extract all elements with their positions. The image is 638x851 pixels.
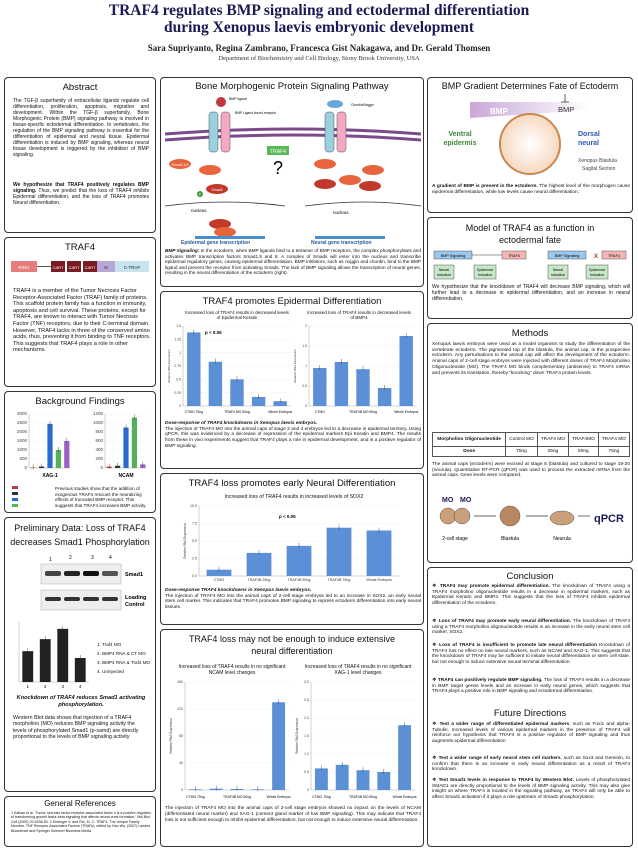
neural-caption-bold: Dose-response TRAF4 knockdowns in Xenopus laevis embryos.: [165, 588, 312, 593]
model-heading-2: ectodermal fate: [498, 235, 562, 245]
tick-label: 1500: [16, 438, 27, 444]
abstract-heading: Abstract: [62, 82, 98, 93]
table-cell: 75ng: [598, 447, 629, 457]
tick-label: 160: [177, 680, 183, 685]
tick-label: 2.5: [304, 698, 309, 703]
x-tick-label: CTMO 75ng: [184, 410, 204, 414]
neural-label: neural: [578, 140, 600, 147]
title-line-1: TRAF4 regulates BMP signaling and ectodermal differentiation: [108, 2, 530, 19]
gradient-heading: BMP Gradient Determines Fate of Ectoderm: [441, 81, 619, 91]
abstract-body: The TGF-β superfamily of extracellular ligands regulate cell differentiation, proliferation, apoptosis, migration and development. Within the TGF-β superfamily, Bone Morphogenic Protein (BMP) signaling pathway is involved in tissue-specific ectodermal differentiation. In vertebrates, the regulation of the BMP signaling pathway is essential for the differentiation of epidermal and neural tissue. Epidermal differentiation is induced by BMP signaling, whereas neural tissue development is triggered by the inhibition of BMP signaling.: [13, 98, 149, 158]
receptor-label: BMP Ligand bound receptor: [235, 111, 276, 115]
bar: [313, 368, 326, 406]
future-item-3-text: Levels of phosphorylated SMAD1 are directly proportional to the levels of BMP signaling activity. This may also give insight on where TRAF4 is located in the signaling pathway, as TRAF4 will only be able to affect Smad1 activation if it plays a role upstream of Smad1 phosphorylation.: [432, 778, 630, 800]
dose-table-header: [433, 433, 630, 447]
tick-label: 1000: [16, 447, 27, 453]
references-body: 1 Kalkan et al. 'Tumor necrosis factor-receptor-associated factor 4 is a positive regulator of transforming growth factor-beta signaling that affects neural crest formation.' Mol Biol Cell (2009) 20:3436-50. 2 Kedinger V, and Rio, M. C. TRAF4, The Unique Family Member. TNF Receptor Associated Factors (TRAFs), edited by Hao Wu, (2007) Landes Bioscience and Springer Science+Business Media: [11, 811, 151, 833]
domain-label-cart3: CART: [84, 265, 96, 270]
future-item-1-text: , such as Foxi1 and alpha-Tubulin. Increased levels of various epidermal markers in the presence of TRAF4 will reinforce our hypothesis that TRAF4 is a positive regulator of BMP signaling and thus augments epidermal differentiation: [432, 722, 631, 744]
x-tick-label: Whole Embryos: [366, 578, 392, 582]
model-panel: [427, 217, 633, 319]
prelim-legend: [97, 640, 156, 676]
background-panel: [4, 391, 156, 513]
western-blot: [11, 552, 153, 618]
x-tick-label: TRAF4B 75ng: [327, 578, 351, 582]
tick-label: 0.5: [302, 384, 307, 389]
future-heading: Future Directions: [493, 708, 567, 719]
tick-label: 5.0: [192, 539, 197, 544]
methods-body-1: Xenopus laevis embryos were used as a model organism to study the differentiation of the vertebrate ectoderm. The pigmented top of the blastula, the animal cap, is the prospective ectoderm. Any perturbations to the animal cap will affect the development of the ectoderm. Animal caps of 2-cell stage embryos were injected with different doses of TRAF4 Morpholino Oligonucleotide (MO). The TRAF4 MO binds complementary (antisense) to TRAF4 mRNA and prevents its translation, thereby "knocking" down TRAF4 protein levels.: [432, 342, 630, 376]
mo-label-2: MO: [460, 497, 472, 504]
future-item-3-bold: Test Smad1 levels in response to TRAF4 by Western Blot.: [438, 778, 574, 783]
pvalue-label: p < 0.05: [279, 514, 296, 519]
references-panel: [4, 796, 156, 847]
tick-label: 0.5: [304, 770, 309, 775]
chordin-label: Chordin/Noggin: [351, 103, 374, 107]
authors: Sara Supriyanto, Regina Zambrano, Francesca Gist Nakagawa, and Dr. Gerald Thomsen: [147, 43, 491, 53]
bar: [327, 528, 352, 576]
legend-item-2: 2. BMP4 RNA & CT MO: [97, 651, 146, 656]
bar: [378, 388, 391, 406]
qpcr-label: qPCR: [594, 513, 624, 525]
xag1-axis-label: XAG-1: [42, 473, 58, 479]
x-tick-label: TRAF4 MO 50ng: [224, 410, 250, 414]
bmp-low-label: BMP: [558, 105, 575, 114]
domain-label-ring: RING: [18, 265, 30, 270]
background-body: Previous studies show that the addition of exogenous TRAF4 rescues the neuralizing effects of truncated BMP receptor. This suggests that TRAF4 increases BMP activity.: [55, 486, 147, 508]
tick-label: 2: [305, 324, 307, 329]
x-tick-label: TRAF4B MO 50ng: [223, 795, 251, 799]
pathway-panel: [160, 77, 424, 287]
table-cell: TRAF4MO: [568, 433, 598, 447]
y-axis-label: Relative RNA Expression: [293, 349, 297, 383]
bar: [64, 441, 69, 468]
bar: [75, 658, 86, 682]
blot-band: [64, 571, 80, 576]
gradient-caption-text: The highest level of the morphogen cause epidermal differentiation, while low levels cause neural differentiation.: [432, 184, 630, 195]
phospho-label: P: [198, 192, 202, 197]
model-neural2: Neural: [552, 268, 564, 272]
bar: [40, 639, 51, 682]
stage-label-3: Neurula: [553, 536, 571, 542]
loading-label: Loading: [125, 595, 147, 601]
model-induction3: Induction: [550, 273, 566, 277]
tick-label: 0.0: [192, 574, 197, 579]
neural-caption-text: The injection of TRAF4 MO into the animal caps of 2-cell stage embryos led to an increase in SOX2, an early neural stem cell marker. This indicates that TRAF4 promotes BMP signaling to repress ectoderm differentiation into early neural tissues.: [165, 593, 421, 611]
model-diagram: [432, 249, 630, 281]
tick-label: 600: [95, 438, 103, 444]
model-epi2: Epidermal: [589, 268, 605, 272]
x-tick-label: CTMO: [314, 410, 325, 414]
lane-label-1: 1: [49, 557, 52, 563]
bar: [230, 379, 243, 406]
prelim-heading-2: decreases Smad1 Phosphorylation: [10, 537, 150, 547]
bar: [315, 768, 328, 790]
x-tick-label: Whole Embryos: [394, 410, 419, 414]
traf4-node-label: TRAF4: [270, 149, 286, 155]
insufficient-panel: [160, 629, 424, 847]
abstract-hypothesis: [13, 182, 149, 206]
epidermis-label: epidermis: [443, 140, 477, 147]
hypothesis-rest: Thus, we predict that the loss of TRAF4 inhibits Epidermal differentiation, and the loss of TRAF4 promotes Neural differentiation.: [13, 188, 149, 206]
prelim-body: Western Blot data shows that injection of a TRAF4 morpholino (MO) reduces BMP signaling activity the levels of phosphorylated Smad1 (p-samd) are directly proportional to the levels of BMP signaling activity: [13, 715, 139, 741]
tick-label: 80: [179, 734, 183, 739]
bar: [336, 765, 349, 790]
tick-label: 1.0: [304, 752, 309, 757]
bar: [287, 546, 312, 576]
nucleus-label-left: nucleus: [191, 208, 207, 213]
tick-label: 0: [307, 788, 309, 793]
stage-label-1: 2-cell stage: [442, 536, 468, 542]
background-legend: [11, 484, 31, 510]
conclusion-panel: [427, 567, 633, 847]
stage-label-2: Blastula: [501, 536, 519, 542]
conclusion-item-4-bold: TRAF4 can positively regulate BMP signaling.: [437, 678, 543, 683]
gradient-caption: [432, 184, 630, 196]
bar: [247, 553, 272, 576]
insufficient-caption: The injection of TRAF4 MO into the animal caps of 2-cell stage embryos showed no impact on the levels of NCAM (differentiated neural marker) and XAG-1 (cement gland marker of low BMP signaling). This may indicate that TRAF4 loss is not sufficient enough to inhibit epidermal differentiation, but not enough to induce extensive neural differentiation.: [165, 806, 421, 823]
future-item-2-text: , such as Sox3 and Geminin, to confirm that there is an increase in early neural differentiation as a result of TRAF4 knockdown.: [432, 756, 630, 773]
bar-index-label: 1: [26, 684, 30, 689]
table-cell: Morpholino Oligonucleotide: [433, 433, 506, 447]
tick-label: 800: [95, 429, 103, 435]
legend-item-1: 1. Traf4 MO: [97, 642, 122, 647]
traf4-panel: [4, 237, 156, 387]
table-cell: TRAF4 MO: [537, 433, 568, 447]
tick-label: 0: [305, 404, 307, 409]
tick-label: 1200: [92, 411, 103, 417]
epi-left-title: Increased loss of TRAF4 results in decreased levels of Epidermal Keratin: [185, 310, 289, 321]
gradient-caption-bold: A gradient of BMP is present in the ectoderm.: [432, 184, 538, 189]
ncam-axis-label: NCAM: [118, 473, 134, 479]
bar-index-label: 2: [43, 684, 47, 689]
neural-heading: TRAF4 loss promotes early Neural Differentiation: [188, 478, 396, 489]
conclusion-item-3: ❖ Loss of TRAF4 is insufficient to promote late neural differentiation Knockdown of TRAF4 has no effect on late neural markers, such as NCAM and XAG-1. This suggests that the knockdown of TRAF4 may be sufficient to initiate neural differentiation or stem cell state, but not enough to induce extensive neural terminal differentiation.: [432, 643, 630, 665]
traf4-heading: TRAF4: [64, 242, 96, 253]
tick-label: 1: [305, 364, 307, 369]
bar-index-label: 4: [78, 684, 82, 689]
ins-right-title: Increased loss of TRAF4 results in no significant XAG-1 level changes: [304, 664, 412, 676]
bar: [398, 725, 411, 790]
epi-right-title: Increased loss of TRAF4 results in decreased levels of BMP4: [307, 310, 411, 321]
background-charts: [9, 410, 153, 482]
dorsal-label: Dorsal: [578, 131, 600, 138]
lane-label-3: 3: [91, 555, 94, 561]
epidermal-heading: TRAF4 promotes Epidermal Differentiation: [202, 296, 382, 307]
table-cell: 50ng: [568, 447, 598, 457]
epidermal-transcription-label: Epidermal gene transcription: [181, 240, 251, 246]
section-label: Sagital Section: [582, 166, 616, 172]
lane-label-2: 2: [69, 555, 72, 561]
mo-label-1: MO: [442, 497, 454, 504]
tick-label: 3000: [16, 411, 27, 417]
tick-label: 0.25: [174, 390, 181, 395]
x-tick-label: TRAF4B 50ng: [287, 578, 311, 582]
bar: [400, 336, 413, 406]
conclusion-item-4-text: The loss of TRAF4 results in a decrease in BMP target genes levels and an increase in early neural genes, which suggests that TRAF4 plays a positive role in BMP signaling and ectodermal differentiation.: [432, 678, 631, 695]
tick-label: 1.5: [302, 344, 307, 349]
tick-label: 1000: [92, 420, 103, 426]
tick-label: 0: [100, 465, 103, 471]
tick-label: 1.5: [304, 734, 309, 739]
pathway-caption-bold: BMP Signaling:: [165, 248, 200, 253]
bar: [123, 428, 128, 469]
conclusion-item-3-bold: Loss of TRAF4 is insufficient to promote late neural differentiation: [439, 643, 598, 648]
tick-label: 3.0: [304, 680, 309, 685]
conclusion-item-4: ❖ TRAF4 can positively regulate BMP signaling. The loss of TRAF4 results in a decrease in BMP target genes levels and an increase in early neural genes, which suggests that TRAF4 plays a positive role in BMP signaling and ectodermal differentiation.: [432, 678, 631, 695]
neural-transcription-label: Neural gene transcription: [311, 240, 372, 246]
department: Department of Biochemistry and Cell Biology, Stony Brook University, USA: [218, 55, 420, 62]
tick-label: 0.75: [174, 364, 181, 369]
prelim-panel: [4, 517, 156, 792]
methods-panel: [427, 323, 633, 563]
y-axis-label: Relative RNA Expression: [183, 523, 187, 559]
x-tick-label: Whole Embryos: [392, 795, 417, 799]
model-induction4: Induction: [589, 273, 605, 277]
lane-label-4: 4: [109, 555, 112, 561]
x-tick-label: TRAF4B MO 50ng: [349, 410, 377, 414]
smad1-label: Smad1: [125, 572, 144, 578]
domain-label-ctraf: C-TRAF: [123, 265, 141, 270]
blot-band: [102, 571, 118, 576]
model-bmp2: BMP Signaling: [554, 254, 580, 258]
model-epi1: Epidermal: [477, 268, 493, 272]
bar-index-label: 3: [61, 684, 65, 689]
y-axis-label: Relative RNA Expression: [295, 718, 299, 754]
prelim-heading-1: Preliminary Data: Loss of TRAF4: [14, 523, 146, 533]
table-cell: 25ng: [537, 447, 568, 457]
pvalue-label: p < 0.05: [205, 330, 222, 335]
y-axis-label: Relative RNA Expression: [167, 349, 171, 383]
bar: [187, 332, 200, 406]
model-traf1: TRAF4: [507, 254, 521, 258]
insufficient-charts: [163, 678, 423, 802]
tick-label: 120: [177, 707, 183, 712]
future-item-1: ❖ Test a wider range of differentiated epidermal markers, such as Foxi1 and alpha-Tubulin. Increased levels of various epidermal markers in the presence of TRAF4 will reinforce our hypothesis that TRAF4 is a positive regulator of BMP signaling and thus augments epidermal differentiation: [432, 722, 631, 744]
bar: [272, 702, 285, 790]
tick-label: 2500: [16, 420, 27, 426]
neural-chart-title: Increased loss of TRAF4 results in increased levels of SOX2: [224, 494, 364, 500]
bar: [377, 772, 390, 790]
conclusion-item-1: ❖ TRAF4 may promote epidermal differentiation. The knockdown of TRAF4 using a TRAF4 morpholino oligonucleotide results in a decrease in epidermal markers, such as Epidermal Keratin and BMP4. This suggests that the loss of TRAF4 inhibits epidermal differentiation of the ectoderm.: [432, 584, 631, 606]
gradient-diagram: [430, 92, 632, 182]
table-cell: 75ng: [506, 447, 538, 457]
conclusion-item-2-text: The knockdown of TRAF4 using a TRAF4 morpholino oligonucleotide results in an increase in the early neural stem cell marker, SOX2.: [432, 619, 630, 636]
tick-label: 2.5: [192, 556, 197, 561]
insufficient-heading-2: neural differentiation: [251, 646, 333, 656]
references-heading: General References: [44, 799, 116, 808]
smad4-label: Smad4: [211, 188, 223, 192]
smad-label: Smad1,5,8: [171, 163, 189, 167]
domain-label-cart2: CART: [68, 265, 80, 270]
traf4-body: TRAF4 is a member of the Tumor Necrosis Factor Receptor-Associated Factor (TRAF) family of proteins. This scaffold protein family has a function in immunity, apoptosis and cell survival. These proteins, except for TRAF4, are known to interact with Tumor Necrosis Factor (TNF) receptors, due to their C-terminal domain. However, TRAF4 lacks in three of the conserved amino acids, thus, preventing it from binding to TNF receptors. This suggests that TRAF4 plays a role in other mechanisms.: [13, 288, 151, 354]
epidermal-caption-text: The injection of TRAF4 MO into the animal caps of stage 2 and 4 embryos led to a decrease in epidermal territory. Using qPCR, this was evidenced by a decrease of expression of the epidermal markers Epi Keratin and BMP4. The results from these in vivo experiments suggest that TRAF4 plays a role in epidermal development, and is a positive regulator of BMP signaling.: [165, 426, 421, 449]
legend-item-3: 3. BMP4 RNA & Traf4 MO: [97, 660, 151, 665]
x-tick-label: TRAF4B MO 50ng: [349, 795, 377, 799]
control-label: Control: [125, 602, 145, 608]
model-neural1: Neural: [438, 268, 450, 272]
poster-title: [0, 2, 638, 36]
x-tick-label: CTMO 75ng: [186, 795, 205, 799]
prelim-caption: Knockdown of TRAF4 reduces Smad1 activating phosphorylation.: [16, 695, 146, 708]
pathway-diagram: [165, 94, 421, 242]
bar: [132, 418, 137, 468]
tick-label: 1.5: [176, 324, 181, 329]
blot-band: [45, 571, 61, 576]
model-bmp1: BMP Signaling: [440, 254, 466, 258]
bar: [209, 362, 222, 406]
neural-caption: [165, 588, 421, 611]
bar: [22, 651, 33, 682]
conclusion-item-1-text: The knockdown of TRAF4 using a TRAF4 morpholino oligonucleotide results in a decrease in epidermal markers, such as Epidermal Keratin and BMP4. This suggests that the loss of TRAF4 inhibits epidermal differentiation of the ectoderm.: [432, 584, 631, 606]
x-tick-label: CTMO 75ng: [312, 795, 331, 799]
dose-table-row: [433, 447, 630, 457]
model-induction1: Induction: [436, 273, 452, 277]
gradient-panel: [427, 77, 633, 213]
hypothesis-bold: We hypothesize that TRAF4 positively regulates BMP signaling.: [13, 182, 149, 194]
blastula-label: Xenopus Blastula: [578, 158, 617, 164]
ligand-label: BMP ligand: [229, 97, 247, 101]
methods-diagram: [430, 492, 632, 558]
domain-label-cart1: CART: [52, 265, 64, 270]
epidermal-charts: [163, 322, 423, 418]
model-induction2: Induction: [477, 273, 493, 277]
neural-panel: [160, 473, 424, 625]
methods-heading: Methods: [511, 328, 549, 339]
pathway-heading: Bone Morphogenic Protein Signaling Pathway: [195, 81, 389, 92]
tick-label: 10.0: [190, 504, 197, 509]
legend-item-4: 4. Uninjected: [97, 669, 124, 674]
question-mark: ?: [272, 158, 284, 178]
background-heading: Background Findings: [35, 396, 125, 407]
insufficient-heading-1: TRAF4 loss may not be enough to induce extensive: [188, 634, 396, 644]
future-item-2-bold: Test a wider range of early neural stem cell markers: [438, 756, 561, 761]
traf4-domain-diagram: [11, 258, 151, 276]
table-cell: Control MO: [506, 433, 538, 447]
epidermal-panel: [160, 291, 424, 469]
bar: [335, 362, 348, 406]
tick-label: 2.0: [304, 716, 309, 721]
ins-left-title: Increased loss of TRAF4 results in no significant NCAM level changes: [178, 664, 286, 676]
model-body: We hypothesize that the knockdown of TRAF4 will decrease BMP signaling, which will further lead to a decrease in epidermal differentiation, and an increase in neural differentiation.: [432, 284, 630, 302]
tick-label: 500: [19, 456, 27, 462]
smad1-quant-chart: [11, 618, 93, 690]
tick-label: 400: [95, 447, 103, 453]
tick-label: 1.25: [174, 337, 181, 342]
model-traf2: TRAF4: [607, 254, 621, 258]
tick-label: 40: [179, 761, 183, 766]
bar: [47, 424, 52, 468]
tick-label: 0: [181, 788, 183, 793]
x-tick-label: TRAF4B 25ng: [247, 578, 271, 582]
bmp-ligand-icon: [216, 97, 226, 107]
bar: [57, 629, 68, 682]
abstract-panel: [4, 77, 156, 233]
nucleus-label-right: nucleus: [333, 210, 349, 215]
model-x: X: [594, 254, 599, 260]
future-item-2: ❖ Test a wider range of early neural stem cell markers, such as Sox3 and Geminin, to confirm that there is an increase in early neural differentiation as a result of TRAF4 knockdown.: [432, 756, 630, 773]
bar: [56, 450, 61, 468]
pathway-caption-text: In the ectoderm, when BMP ligands bind to a tetramer of BMP receptors, the complex phosphorylates and activates BMP transcription factors Smad1,5 and 8. A complex of Smads will enter into the nucleus and transcribe epidermal regulatory genes, causing epidermal differentiation. BMP inhibitors, such as noggin and chordin, bind to the BMP ligand and prevent the receptor from activating Smads. The lack of BMP signaling allows the transcription of neural genes, resulting in the neural differentiation of the ectoderm (right).: [165, 248, 421, 276]
tick-label: 2000: [16, 429, 27, 435]
blot-band: [83, 571, 99, 576]
x-tick-label: CTMO: [213, 578, 225, 582]
bar: [356, 369, 369, 406]
epidermal-caption: [165, 421, 421, 450]
future-item-3: ❖ Test Smad1 levels in response to TRAF4 by Western Blot. Levels of phosphorylated SMAD1 are directly proportional to the levels of BMP signaling activity. This may also give insight on where TRAF4 is located in the signaling pathway, as TRAF4 will only be able to affect Smad1 activation if it plays a role upstream of Smad1 phosphorylation.: [432, 778, 630, 800]
bar: [357, 770, 370, 790]
epidermal-caption-bold: Dose-response of TRAF4 knockdowns in Xenopus laevis embryos.: [165, 421, 318, 426]
table-cell: Dose: [433, 447, 506, 457]
bar: [367, 531, 392, 577]
tick-label: 0: [24, 465, 27, 471]
conclusion-heading: Conclusion: [506, 571, 554, 582]
bmp-high-label: BMP: [490, 107, 508, 116]
tick-label: 0: [179, 404, 181, 409]
conclusion-item-3-text: Knockdown of TRAF4 has no effect on late neural markers, such as NCAM and XAG-1. This suggests that the knockdown of TRAF4 may be sufficient to initiate neural differentiation or stem cell state, but not enough to induce extensive neural terminal differentiation.: [432, 643, 630, 665]
table-cell: TRAF4 MO: [598, 433, 629, 447]
tick-label: 200: [95, 456, 103, 462]
model-heading-1: Model of TRAF4 as a function in: [465, 223, 595, 233]
tick-label: 0.5: [176, 377, 181, 382]
conclusion-item-1-bold: TRAF4 may promote epidermal differentiation.: [439, 584, 550, 589]
future-item-1-bold: Test a wider range of differentiated epidermal markers: [439, 722, 570, 727]
dose-table: [432, 432, 630, 457]
sox2-chart: [175, 502, 411, 586]
y-axis-label: Relative RNA Expression: [169, 718, 173, 754]
pathway-caption: [165, 248, 421, 276]
tick-label: 7.5: [192, 521, 197, 526]
title-line-2: during Xenopus laevis embryonic development: [163, 19, 474, 36]
methods-body-2: The animal caps (ectoderm) were excised at stage 8 (blastula) and cultured to stage 19-20 (neurula). Quantitative RT-PCR (qPCR) was used to process the extracted mRNA from the animal caps. Gene levels were compared.: [432, 462, 630, 479]
domain-label-n: N: [104, 265, 108, 270]
ventral-label: Ventral: [448, 131, 472, 138]
x-tick-label: Whole Embryos: [266, 795, 291, 799]
conclusion-item-2-bold: Loss of TRAF4 may promote early neural differentiation.: [438, 619, 572, 624]
conclusion-item-2: ❖ Loss of TRAF4 may promote early neural differentiation. The knockdown of TRAF4 using a TRAF4 morpholino oligonucleotide results in an increase in the early neural stem cell marker, SOX2.: [432, 619, 630, 636]
tick-label: 1: [179, 350, 181, 355]
x-tick-label: Whole Embryos: [268, 410, 293, 414]
